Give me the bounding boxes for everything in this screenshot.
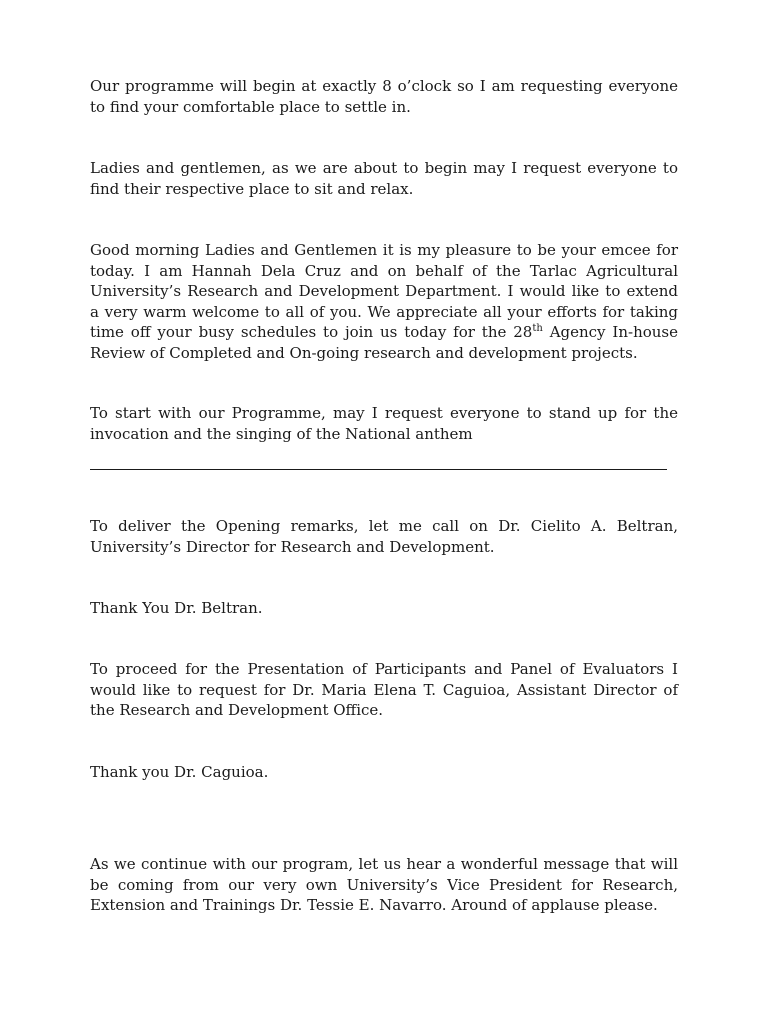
paragraph-program-start: Our programme will begin at exactly 8 o’clock so I am requesting everyone to find your comfortable place to settle in. <box>90 77 678 116</box>
paragraph-request-seat: Ladies and gentlemen, as we are about to begin may I request everyone to find their respective place to sit and relax. <box>90 159 678 198</box>
paragraph-welcome <box>90 240 678 363</box>
welcome-text-end: Agency In-house Review of Completed and On-going research and development projects. <box>90 323 678 362</box>
paragraph-vp-message: As we continue with our program, let us hear a wonderful message that will be coming from our very own University’s Vice President for Research, Extension and Trainings Dr. Tessie E. Navarro. Around of applause please. <box>90 855 678 914</box>
ordinal-suffix: th <box>532 323 543 334</box>
welcome-text-start: Good morning Ladies and Gentlemen it is my pleasure to be your emcee for today. I am Hannah Dela Cruz and on behalf of the Tarlac Agricultural University’s Research and Development Department. I would like to extend a very warm welcome to all of you. We appreciate all your efforts for taking time off your busy schedules to join us today for the 28 <box>90 241 678 341</box>
paragraph-presentation-participants: To proceed for the Presentation of Participants and Panel of Evaluators I would like to request for Dr. Maria Elena T. Caguioa, Assistant Director of the Research and Development Office. <box>90 660 678 719</box>
paragraph-thank-caguioa: Thank you Dr. Caguioa. <box>90 763 269 781</box>
paragraph-thank-beltran: Thank You Dr. Beltran. <box>90 599 263 617</box>
paragraph-opening-remarks: To deliver the Opening remarks, let me call on Dr. Cielito A. Beltran, University’s Director for Research and Development. <box>90 517 678 556</box>
paragraph-invocation: To start with our Programme, may I request everyone to stand up for the invocation and the singing of the National anthem <box>90 404 678 443</box>
horizontal-rule <box>90 469 667 470</box>
